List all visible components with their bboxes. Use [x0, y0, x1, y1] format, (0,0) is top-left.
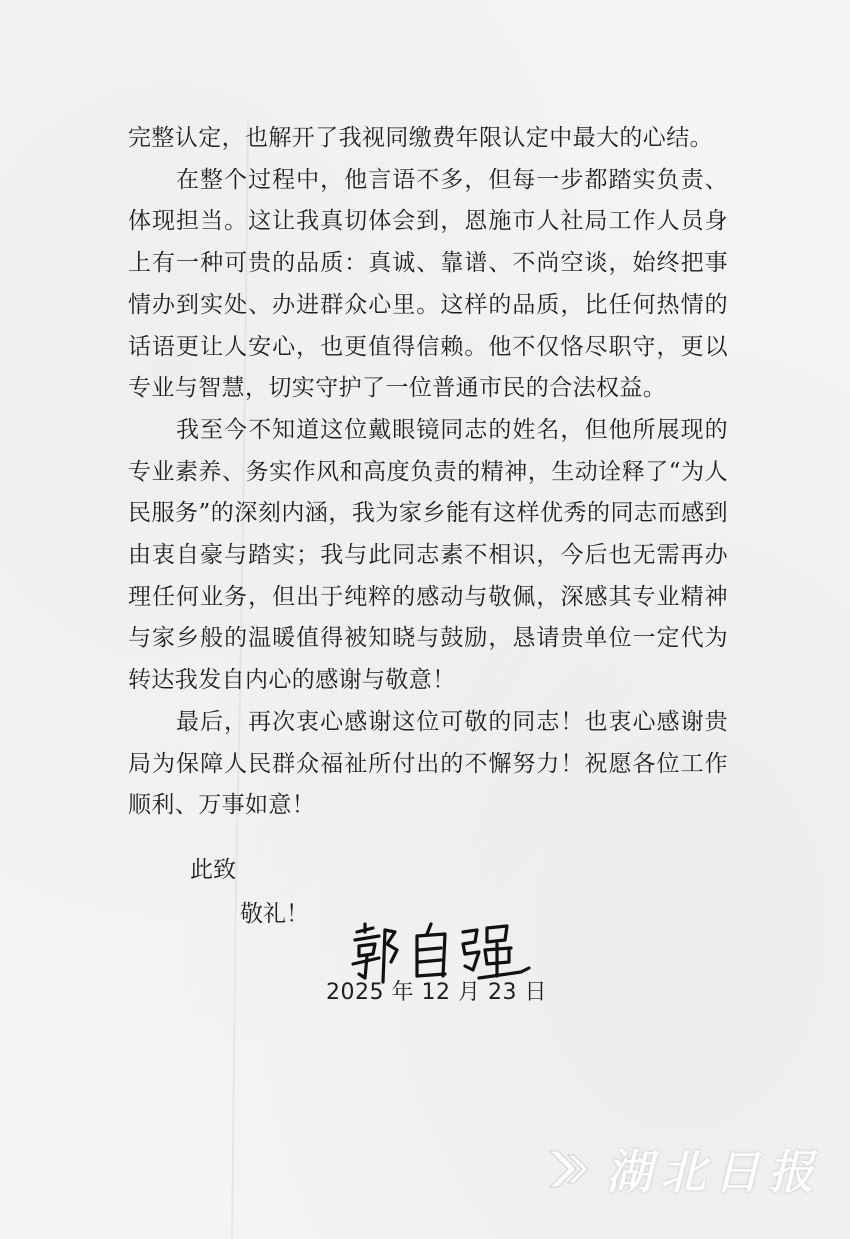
paragraph-1: 完整认定，也解开了我视同缴费年限认定中最大的心结。: [128, 125, 713, 151]
watermark-text: 湖北日报: [606, 1145, 822, 1199]
paragraph-3: 我至今不知道这位戴眼镜同志的姓名，但他所展现的专业素养、务实作风和高度负责的精神，生动诠释了“为人民服务”的深刻内涵，我为家乡能有这样优秀的同志而感到由衷自豪与踏实；我与此同志素不相识，今后也无需再办理任何业务，但出于纯粹的感动与敬佩，深感其专业精神与家乡般的温暖值得被知晓与鼓励，恳请贵单位一定代为转达我发自内心的感谢与敬意！: [128, 416, 728, 694]
paragraph-4: 最后，再次衷心感谢这位可敬的同志！也衷心感谢贵局为保障人民群众福祉所付出的不懈努力！祝愿各位工作顺利、万事如意！: [128, 708, 728, 819]
paragraph-2: 在整个过程中，他言语不多，但每一步都踏实负责、体现担当。这让我真切体会到，恩施市人社局工作人员身上有一种可贵的品质：真诚、靠谱、不尚空谈，始终把事情办到实处、办进群众心里。这样的品质，比任何热情的话语更让人安心，也更值得信赖。他不仅恪尽职守，更以专业与智慧，切实守护了一位普通市民的合法权益。: [128, 166, 728, 402]
letter-date: 2025 年 12 月 23 日: [326, 980, 547, 1005]
hubei-daily-logo-icon: [544, 1145, 596, 1193]
hubei-daily-watermark: [544, 1139, 822, 1199]
closing-salutation: 此致: [190, 857, 236, 883]
letter-body: [128, 118, 728, 827]
closing-respect: 敬礼！: [240, 901, 309, 927]
